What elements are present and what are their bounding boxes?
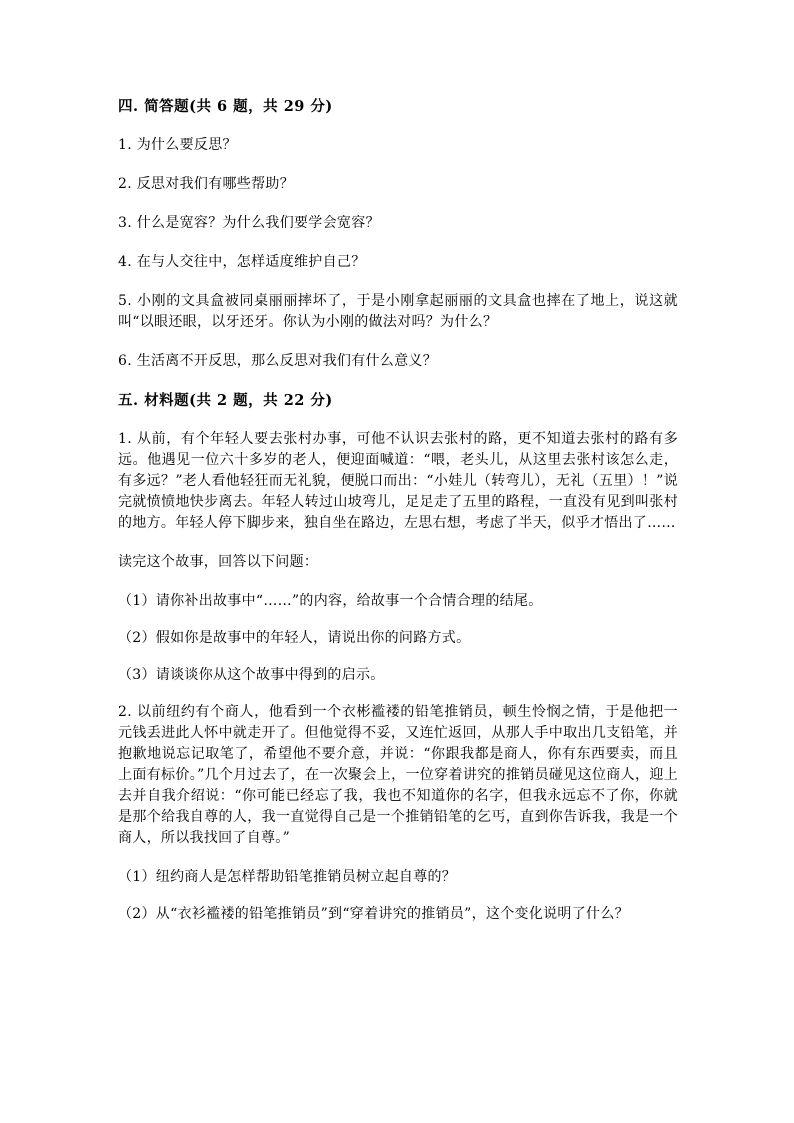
question-4-3: 3. 什么是宽容？为什么我们要学会宽容？ (118, 215, 380, 231)
section-5-title: 五. 材料题(共 2 题，共 22 分) (118, 392, 333, 409)
question-4-2: 2. 反思对我们有哪些帮助？ (118, 176, 295, 192)
material-1-sub-2: （2）假如你是故事中的年轻人，请说出你的问路方式。 (118, 630, 471, 646)
section-4-title: 四. 简答题(共 6 题，共 29 分) (118, 98, 333, 115)
material-2-sub-1: （1）纽约商人是怎样帮助铅笔推销员树立起自尊的？ (118, 869, 457, 885)
material-1-text: 1. 从前，有个年轻人要去张村办事，可他不认识去张村的路，更不知道去张村的路有多远。他遇见一位六十多岁的老人，便迎面喊道：“喂，老头儿，从这里去张村该怎么走，有多远？”老人看他轻狂而无礼貌，便脱口而出：“小娃儿（转弯儿），无礼（五里）！”说完就愤愤地快步离去。年轻人转过山坡弯儿，足足走了五里的路程，一直没有见到叫张村的地方。年轻人停下脚步来，独自坐在路边，左思右想，考虑了半天，似乎才悟出了…… (118, 431, 678, 531)
question-4-5: 5. 小刚的文具盒被同桌丽丽摔坏了，于是小刚拿起丽丽的文具盒也摔在了地上，说这就叫“以眼还眼，以牙还牙。你认为小刚的做法对吗？为什么？ (118, 293, 678, 330)
question-4-4: 4. 在与人交往中，怎样适度维护自己？ (118, 254, 366, 270)
question-4-1: 1. 为什么要反思？ (118, 137, 237, 153)
material-1-sub-1: （1）请你补出故事中“……”的内容，给故事一个合情合理的结尾。 (118, 593, 543, 609)
material-1-sub-3: （3）请谈谈你从这个故事中得到的启示。 (118, 667, 385, 683)
question-4-6: 6. 生活离不开反思，那么反思对我们有什么意义？ (118, 353, 438, 369)
material-2-sub-2: （2）从“衣衫褴褛的铅笔推销员”到“穿着讲究的推销员”，这个变化说明了什么？ (118, 906, 629, 922)
material-1-prompt: 读完这个故事，回答以下问题： (118, 554, 319, 570)
exam-page (118, 96, 678, 941)
material-2-text: 2. 以前纽约有个商人，他看到一个衣彬褴褛的铅笔推销员，顿生怜悯之情，于是他把一元钱丢进此人怀中就走开了。但他觉得不妥，又连忙返回，从那人手中取出几支铅笔，并抱歉地说忘记取笔了，希望他不要介意，并说：“你跟我都是商人，你有东西要卖，而且上面有标价。”几个月过去了，在一次聚会上，一位穿着讲究的推销员碰见这位商人，迎上去并自我介绍说：“你可能已经忘了我，我也不知道你的名字，但我永远忘不了你，你就是那个给我自尊的人，我一直觉得自己是一个推销铅笔的乞丐，直到你告诉我，我是一个商人，所以我找回了自尊。” (118, 704, 678, 846)
